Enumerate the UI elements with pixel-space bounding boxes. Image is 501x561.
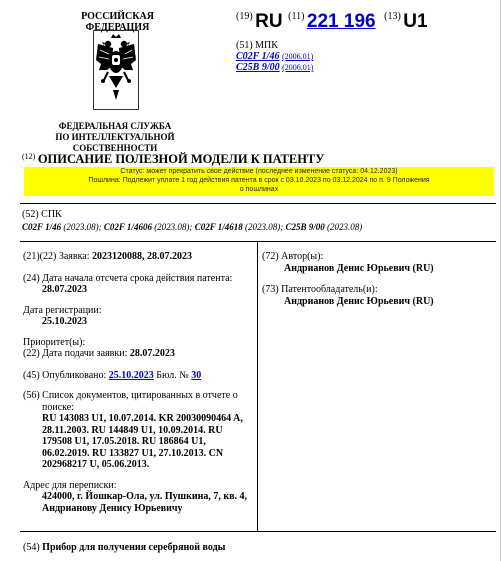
divider [20,241,496,242]
code-13: (13) [384,11,401,22]
agency-line-2: ПО ИНТЕЛЛЕКТУАЛЬНОЙ СОБСТВЕННОСТИ [55,132,175,153]
filing-label: (22) Дата подачи заявки: [23,348,128,359]
ipc-item [236,62,436,73]
registration-value: 25.10.2023 [42,316,87,327]
bulletin-number-link[interactable]: 30 [191,369,202,381]
cpc-block [22,209,492,233]
code-19: (19) [236,11,253,22]
application-row [23,251,253,263]
cpc-code: C02F 1/4618 [194,222,243,232]
column-divider [257,241,258,531]
code-11: (11) [288,11,305,22]
fee-line-cont: о пошлинах [239,186,279,194]
cpc-year: (2023.08); [63,222,102,232]
status-box [24,167,494,196]
term-value: 28.07.2023 [42,284,87,295]
patent-number-row [236,11,501,35]
status-line: Статус: может прекратить свое действие (последнее изменение статуса: 04.12.2023) [120,168,398,175]
utility-model-title [23,542,225,553]
registration-label: Дата регистрации: [23,304,102,316]
ipc-year-link[interactable]: (2006.01) [282,63,314,72]
kind-code: U1 [403,11,428,32]
author-label: (72) Автор(ы): [262,251,324,262]
title-code: (54) [23,542,40,553]
title-text: Прибор для получения серебряной воды [42,542,226,553]
cpc-label: (52) СПК [22,209,62,220]
application-value: 2023120088, 28.07.2023 [92,251,193,262]
ipc-item [236,51,436,62]
cpc-code: C02F 1/46 [22,222,62,232]
right-column [262,251,492,307]
cpc-year: (2023.08) [327,222,363,232]
holder-row [262,284,492,307]
cpc-list [22,221,492,233]
cpc-year: (2023.08); [245,222,284,232]
priority-label: Приоритет(ы): [23,336,86,348]
published-label: (45) Опубликовано: [23,369,107,381]
priority-row [23,337,253,360]
term-label: (24) Дата начала отсчета срока действия патента: [23,272,233,284]
registration-row [23,305,253,328]
published-date-link[interactable]: 25.10.2023 [108,369,154,381]
cited-docs-row [23,390,253,471]
filing-row [23,348,253,360]
state-emblem-icon [93,30,139,110]
left-column [23,251,253,514]
cited-docs-value: RU 143083 U1, 10.07.2014. KR 20030090464 A, 28.11.2003. RU 144849 U1, 10.09.2014. RU 179508 U1, 17.05.2018. RU 186864 U1, 06.02.2019. RU 133827 U1, 27.10.2013. CN 202968217 U, 05.06.2013. [42,413,243,470]
title-code: (12) [22,152,36,161]
agency-line-1: ФЕДЕРАЛЬНАЯ СЛУЖБА [58,121,172,131]
author-value: Андрианов Денис Юрьевич (RU) [284,262,434,274]
fee-line: Пошлина: Подлежит уплате 1 год действия патента в срок с 03.10.2023 по 03.12.2024 по п. 9 Положения [88,177,430,185]
ipc-label: (51) МПК [236,40,278,51]
title-text: ОПИСАНИЕ ПОЛЕЗНОЙ МОДЕЛИ К ПАТЕНТУ [37,152,325,166]
ipc-code-link[interactable]: C25B 9/00 [236,62,280,73]
address-row [23,480,253,515]
term-row [23,273,253,296]
published-row [23,370,253,382]
bulletin-label: Бюл. № [156,369,189,381]
cpc-code: C25B 9/00 [285,222,325,232]
cpc-code: C02F 1/4606 [103,222,152,232]
ipc-year-link[interactable]: (2006.01) [281,52,314,61]
document-title [22,152,492,167]
ipc-block [236,40,436,73]
author-row [262,251,492,274]
country-name: РОССИЙСКАЯ ФЕДЕРАЦИЯ [81,11,154,33]
divider [20,531,496,532]
address-label: Адрес для переписки: [23,479,117,491]
country-code: RU [255,11,283,32]
application-label: (21)(22) Заявка: [23,251,90,262]
cpc-year: (2023.08); [154,222,193,232]
agency-name [20,121,210,154]
filing-value: 28.07.2023 [129,348,175,359]
ipc-code-link[interactable]: C02F 1/46 [236,51,280,62]
divider [20,203,496,204]
holder-value: Андрианов Денис Юрьевич (RU) [284,295,434,307]
holder-label: (73) Патентообладатель(и): [262,284,378,295]
cited-docs-label: (56) Список документов, цитированных в отчете о поиске: [23,390,238,413]
patent-number-link[interactable]: 221 196 [306,11,376,32]
address-value: 424000, г. Йошкар-Ола, ул. Пушкина, 7, кв. 4, Андрианову Денису Юрьевичу [42,491,248,514]
